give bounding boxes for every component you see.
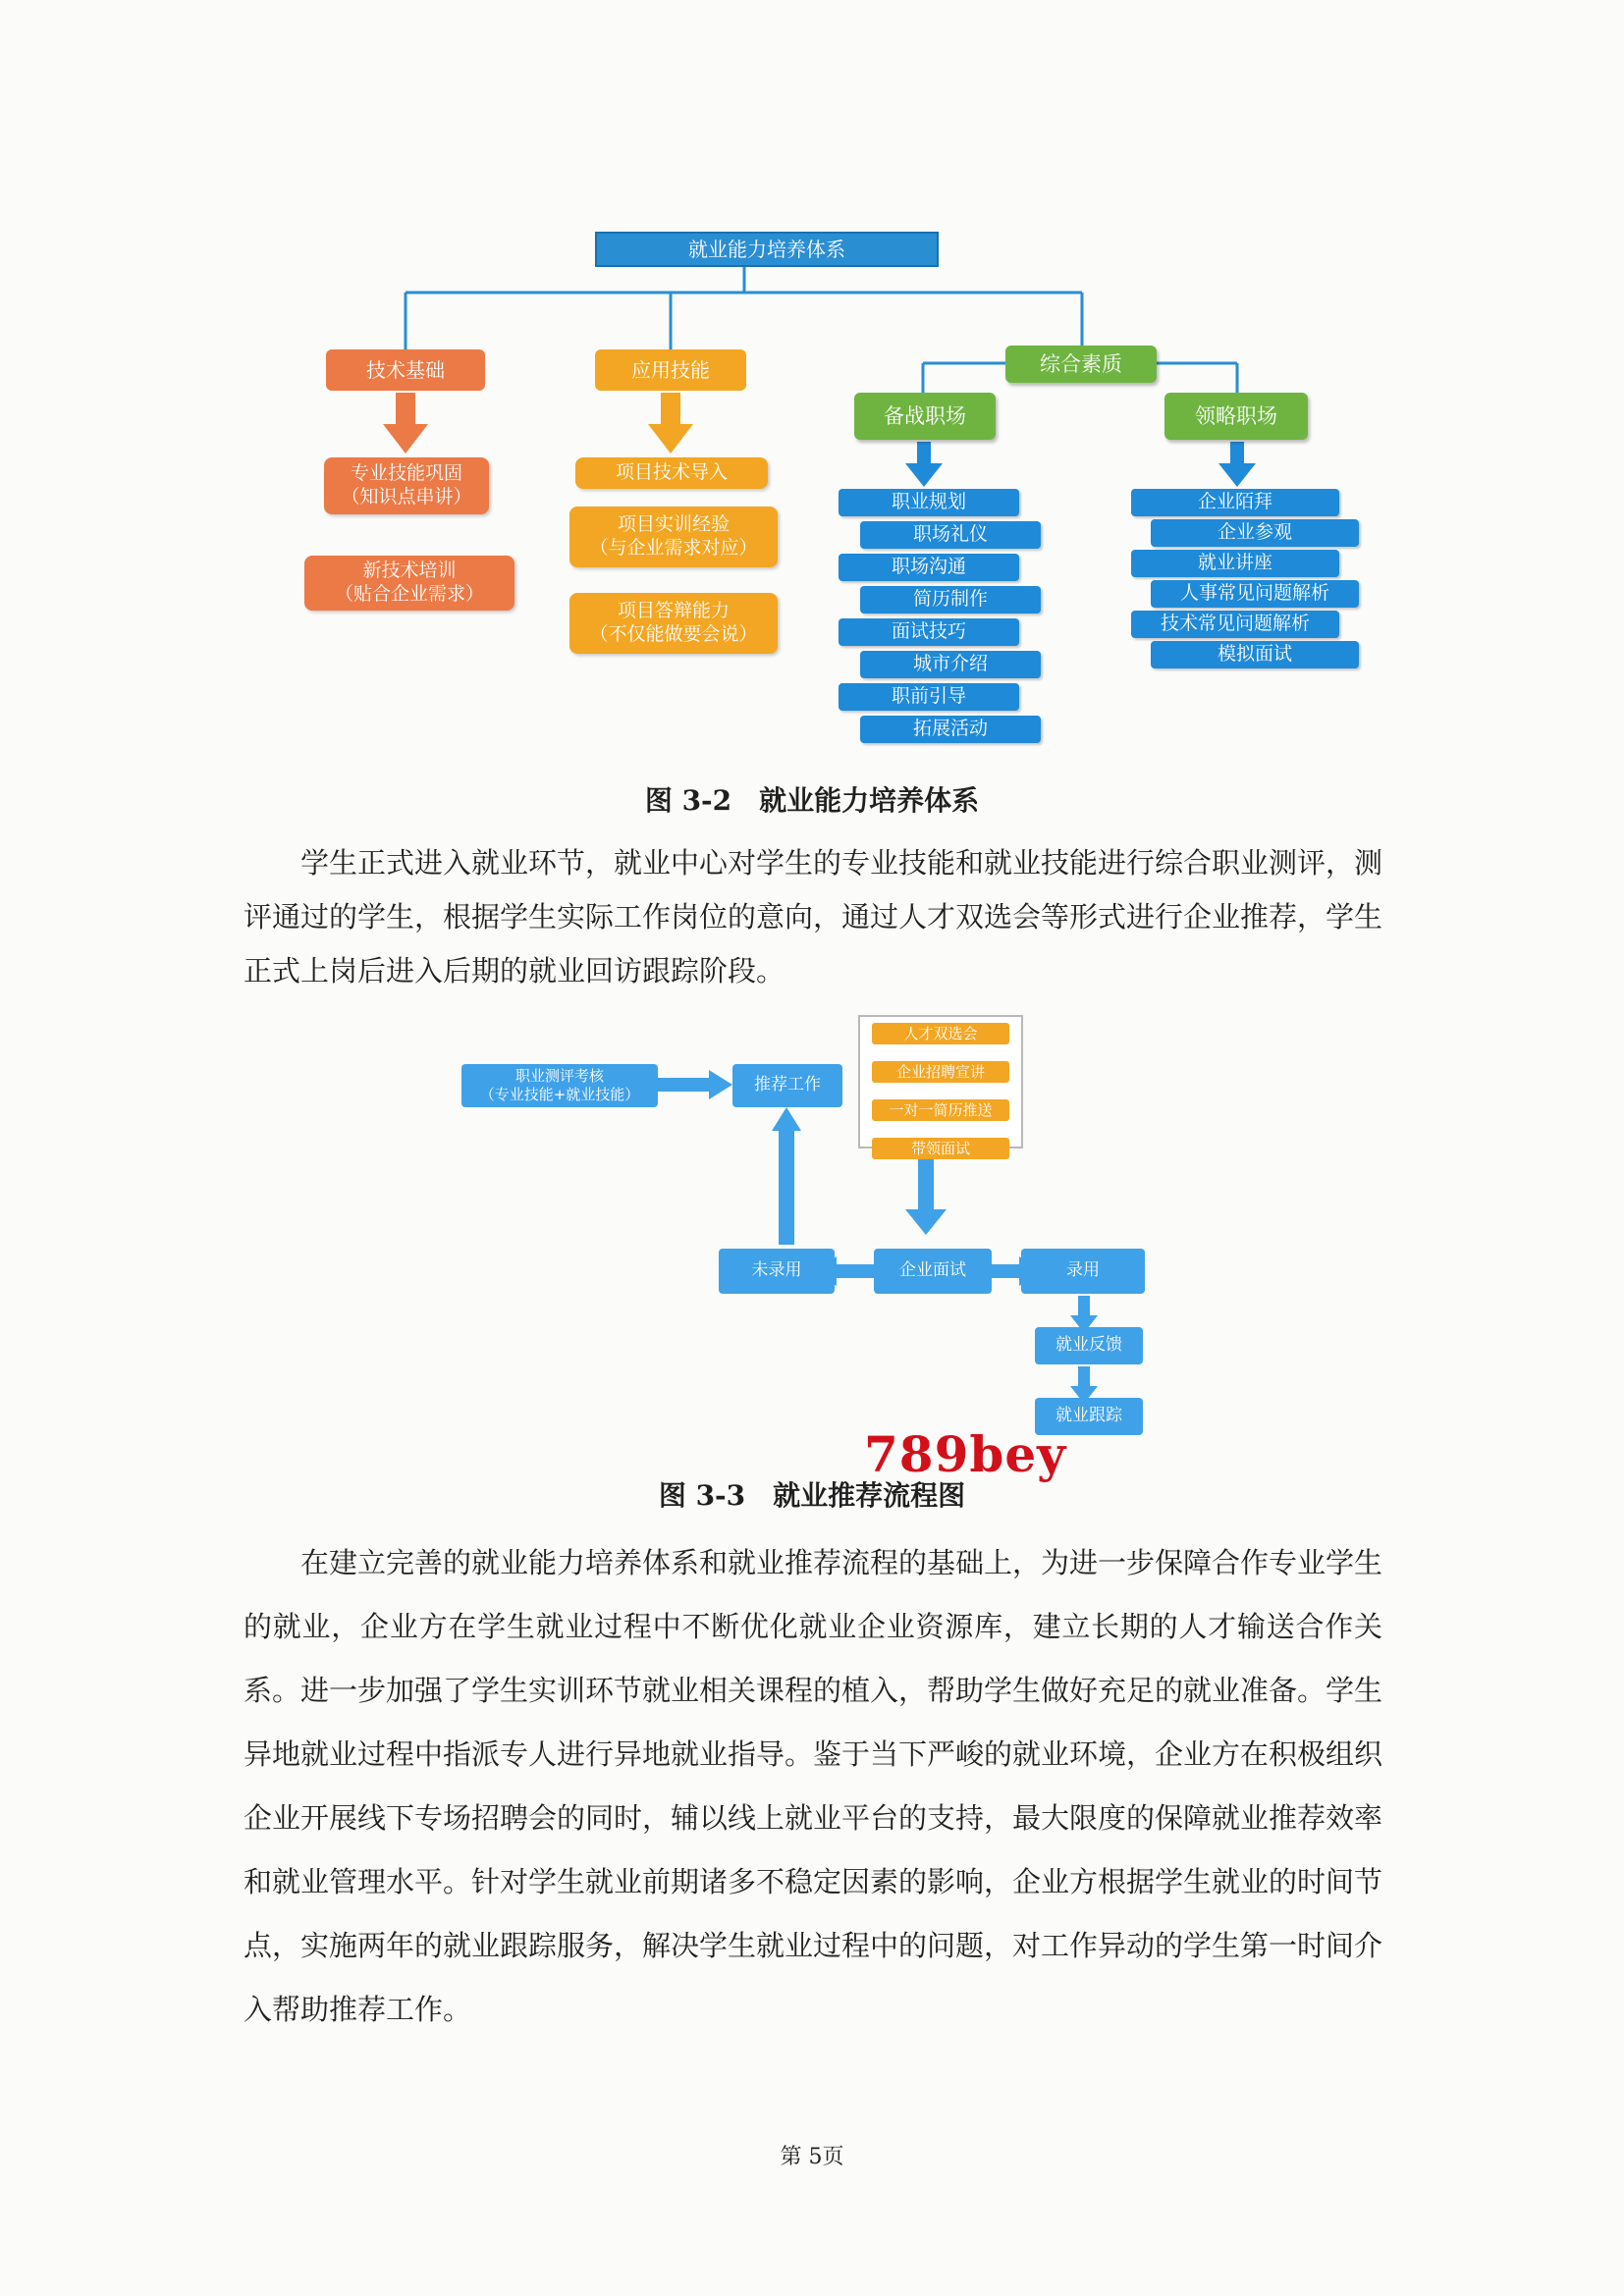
fig32-tech-item: 新技术培训 （贴合企业需求） [304, 556, 514, 611]
fig33-not-hired-node: 未录用 [719, 1249, 835, 1294]
paragraph-1: 学生正式进入就业环节，就业中心对学生的专业技能和就业技能进行综合职业测评，测评通过的学生，根据学生实际工作岗位的意向，通过人才双选会等形式进行企业推荐，学生正式上岗后进入后期的就业回访跟踪阶段。 [244, 846, 1383, 988]
fig32-root-node: 就业能力培养体系 [595, 232, 939, 267]
fig32-prepare-item: 职场沟通 [839, 554, 1019, 581]
fig32-app-item: 项目实训经验 （与企业需求对应） [569, 507, 778, 567]
fig32-lead-job-node: 领略职场 [1164, 393, 1308, 440]
fig32-prepare-job-node: 备战职场 [854, 393, 996, 440]
fig32-prepare-item: 职场礼仪 [860, 521, 1041, 549]
fig32-prepare-item: 面试技巧 [839, 618, 1019, 646]
fig32-prepare-item: 城市介绍 [860, 651, 1041, 678]
fig33-tracking-node: 就业跟踪 [1035, 1398, 1143, 1435]
fig32-comprehensive-node: 综合素质 [1005, 346, 1157, 383]
fig32-prepare-item: 拓展活动 [860, 716, 1041, 743]
fig32-tech-base-node: 技术基础 [326, 349, 485, 391]
fig32-lead-item: 就业讲座 [1131, 550, 1339, 577]
fig33-interview-node: 企业面试 [874, 1249, 992, 1294]
fig33-feedback-node: 就业反馈 [1035, 1327, 1143, 1364]
watermark: 789bey [864, 1425, 1067, 1483]
fig32-app-skill-node: 应用技能 [595, 349, 746, 391]
fig33-channel-item: 企业招聘宣讲 [872, 1061, 1009, 1083]
fig32-lead-item: 技术常见问题解析 [1131, 611, 1339, 638]
fig32-lead-item: 企业参观 [1151, 519, 1359, 547]
fig33-channel-item: 带领面试 [872, 1138, 1009, 1159]
fig32-lead-item: 企业陌拜 [1131, 489, 1339, 516]
fig32-app-item: 项目技术导入 [575, 457, 768, 489]
fig32-prepare-item: 职前引导 [839, 683, 1019, 711]
fig32-lead-item: 模拟面试 [1151, 641, 1359, 668]
fig32-caption: 图 3-2 就业能力培养体系 [644, 784, 980, 817]
fig32-prepare-item: 职业规划 [839, 489, 1019, 516]
page-number: 第 5页 [780, 2145, 844, 2169]
fig33-hired-node: 录用 [1021, 1249, 1145, 1294]
fig32-tech-item: 专业技能巩固 （知识点串讲） [324, 457, 489, 514]
fig33-channel-item: 人才双选会 [872, 1023, 1009, 1044]
paragraph-2: 在建立完善的就业能力培养体系和就业推荐流程的基础上，为进一步保障合作专业学生的就业，企业方在学生就业过程中不断优化就业企业资源库，建立长期的人才输送合作关系。进一步加强了学生实训环节就业相关课程的植入，帮助学生做好充足的就业准备。学生异地就业过程中指派专人进行异地就业指导。鉴于当下严峻的就业环境，企业方在积极组织企业开展线下专场招聘会的同时，辅以线上就业平台的支持，最大限度的保障就业推荐效率和就业管理水平。针对学生就业前期诸多不稳定因素的影响，企业方根据学生就业的时间节点，实施两年的就业跟踪服务，解决学生就业过程中的问题，对工作异动的学生第一时间介入帮助推荐工作。 [244, 1546, 1383, 2026]
fig33-caption: 图 3-3 就业推荐流程图 [658, 1479, 966, 1512]
fig32-prepare-item: 简历制作 [860, 586, 1041, 614]
fig33-recommend-node: 推荐工作 [732, 1064, 842, 1107]
fig33-channel-item: 一对一简历推送 [872, 1099, 1009, 1121]
fig33-evaluation-node: 职业测评考核 （专业技能+就业技能） [461, 1064, 658, 1107]
fig32-lead-item: 人事常见问题解析 [1151, 580, 1359, 608]
fig32-app-item: 项目答辩能力 （不仅能做要会说） [569, 593, 778, 654]
